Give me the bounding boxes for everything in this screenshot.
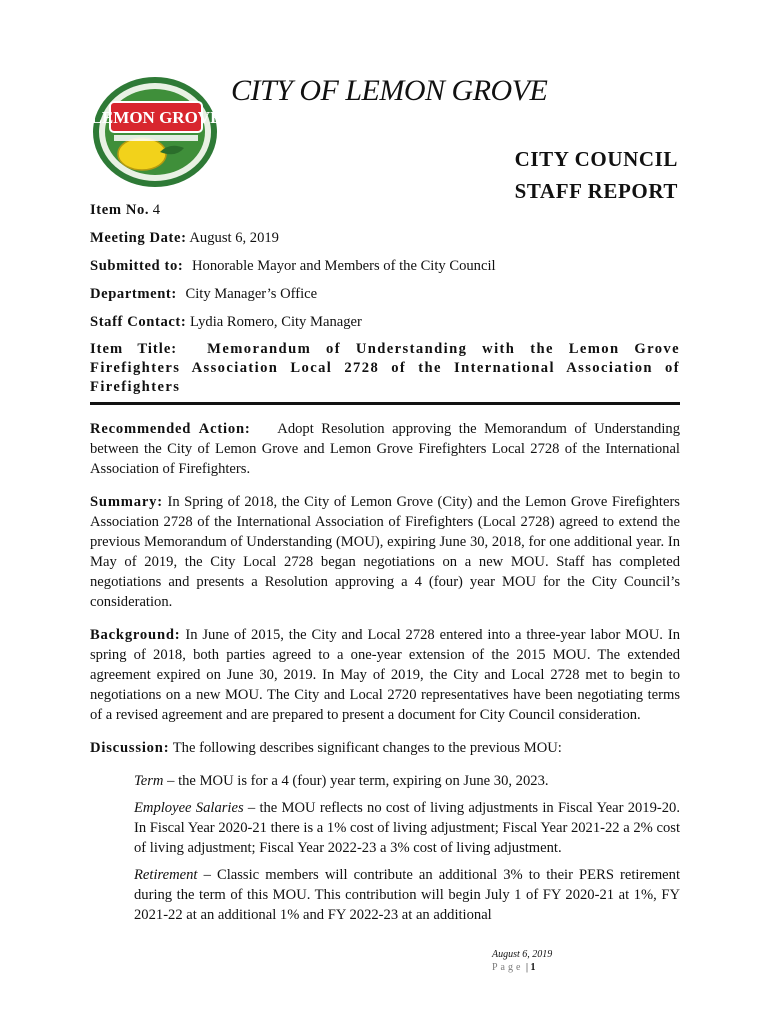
discussion-label: Discussion: (90, 740, 170, 756)
field-staff-contact-value: Lydia Romero, City Manager (190, 314, 362, 330)
footer-page-label: Page (492, 962, 524, 973)
recommended-action (90, 419, 680, 479)
summary-text: In Spring of 2018, the City of Lemon Grove (City) and the Lemon Grove Firefighters Association 2728 of the International Association of Firefighters (Local 2728) agreed to extend the previous Memorandum of Understanding (MOU), expiring June 30, 2018, for one additional year. In May of 2019, the City Local 2728 began negotiations on a new MOU. Staff has completed negotiations and presents a Resolution approving a 4 (four) year MOU for the City Council’s consideration. (90, 494, 680, 610)
discussion-item-term-label: Term (134, 773, 164, 789)
recommended-action-label: Recommended Action: (90, 421, 251, 437)
discussion-item-term (134, 771, 680, 791)
discussion-item-retirement-text: – Classic members will contribute an additional 3% to their PERS retirement during the term of this MOU. This contribution will begin July 1 of FY 2020-21 at 1%, FY 2021-22 at an additional 1% and FY 2022-23 at an additional (134, 867, 680, 923)
section-divider (90, 402, 680, 405)
page-footer (492, 948, 552, 974)
discussion-item-term-text: – the MOU is for a 4 (four) year term, expiring on June 30, 2023. (167, 773, 549, 789)
footer-date: August 6, 2019 (492, 949, 553, 960)
discussion (90, 738, 680, 758)
field-department (90, 284, 680, 304)
footer-page-number: 1 (530, 962, 536, 973)
report-heading-line1: CITY COUNCIL (514, 147, 678, 171)
field-meeting-date-value: August 6, 2019 (189, 230, 279, 246)
report-heading-line2: STAFF REPORT (514, 179, 678, 203)
field-item-no-value: 4 (152, 202, 161, 218)
summary (90, 492, 680, 612)
field-item-title-label: Item Title: (90, 341, 178, 357)
field-item-no (90, 200, 680, 220)
footer-page (492, 961, 552, 974)
discussion-item-salaries-label: Employee Salaries (134, 800, 244, 816)
report-body (90, 200, 680, 932)
discussion-item-salaries-text: – the MOU reflects no cost of living adjustments in Fiscal Year 2019-20. In Fiscal Year 2020-21 there is a 1% cost of living adjustment; Fiscal Year 2021-22 a 2% cost of living adjustment; Fiscal Year 2022-23 a 3% cost of living adjustment. (134, 800, 680, 856)
background-text: In June of 2015, the City and Local 2728 entered into a three-year labor MOU. In spring of 2018, both parties agreed to a one-year extension of the 2015 MOU. The extended agreement expired on June 30, 2019. In May of 2019, the City and Local 2728 met to begin to negotiations on a new MOU. The City and Local 2720 representatives have been negotiating terms of a revised agreement and are prepared to present a document for City Council consideration. (90, 627, 680, 723)
summary-label: Summary: (90, 494, 163, 510)
field-item-title-value: Memorandum of Understanding with the Lemon Grove Firefighters Association Local 2728 of the International Association of Firefighters (90, 341, 680, 395)
report-heading (515, 143, 678, 207)
city-title: CITY OF LEMON GROVE (231, 74, 548, 107)
field-submitted-to-label: Submitted to: (90, 258, 184, 274)
background (90, 625, 680, 725)
field-staff-contact-label: Staff Contact: (90, 314, 187, 330)
field-submitted-to-value: Honorable Mayor and Members of the City Council (192, 258, 496, 274)
field-staff-contact (90, 312, 680, 332)
discussion-text: The following describes significant changes to the previous MOU: (172, 740, 562, 756)
field-submitted-to (90, 256, 680, 276)
field-meeting-date-label: Meeting Date: (90, 230, 187, 246)
field-item-title (90, 340, 680, 397)
discussion-item-retirement (134, 865, 680, 925)
field-department-value: City Manager’s Office (185, 286, 318, 302)
field-item-no-label: Item No. (90, 202, 150, 218)
field-meeting-date (90, 228, 680, 248)
recommended-action-text: Adopt Resolution approving the Memorandum of Understanding between the City of Lemon Grove and Lemon Grove Firefighters Local 2728 of the International Association of Firefighters. (90, 421, 680, 477)
background-label: Background: (90, 627, 181, 643)
field-department-label: Department: (90, 286, 177, 302)
logo-text: LEMON GROVE (90, 108, 220, 127)
lemon-grove-seal-icon (90, 74, 220, 190)
city-seal-logo (90, 74, 220, 190)
discussion-item-salaries (134, 798, 680, 858)
footer-page-separator: | (525, 962, 528, 973)
discussion-item-retirement-label: Retirement (134, 867, 198, 883)
